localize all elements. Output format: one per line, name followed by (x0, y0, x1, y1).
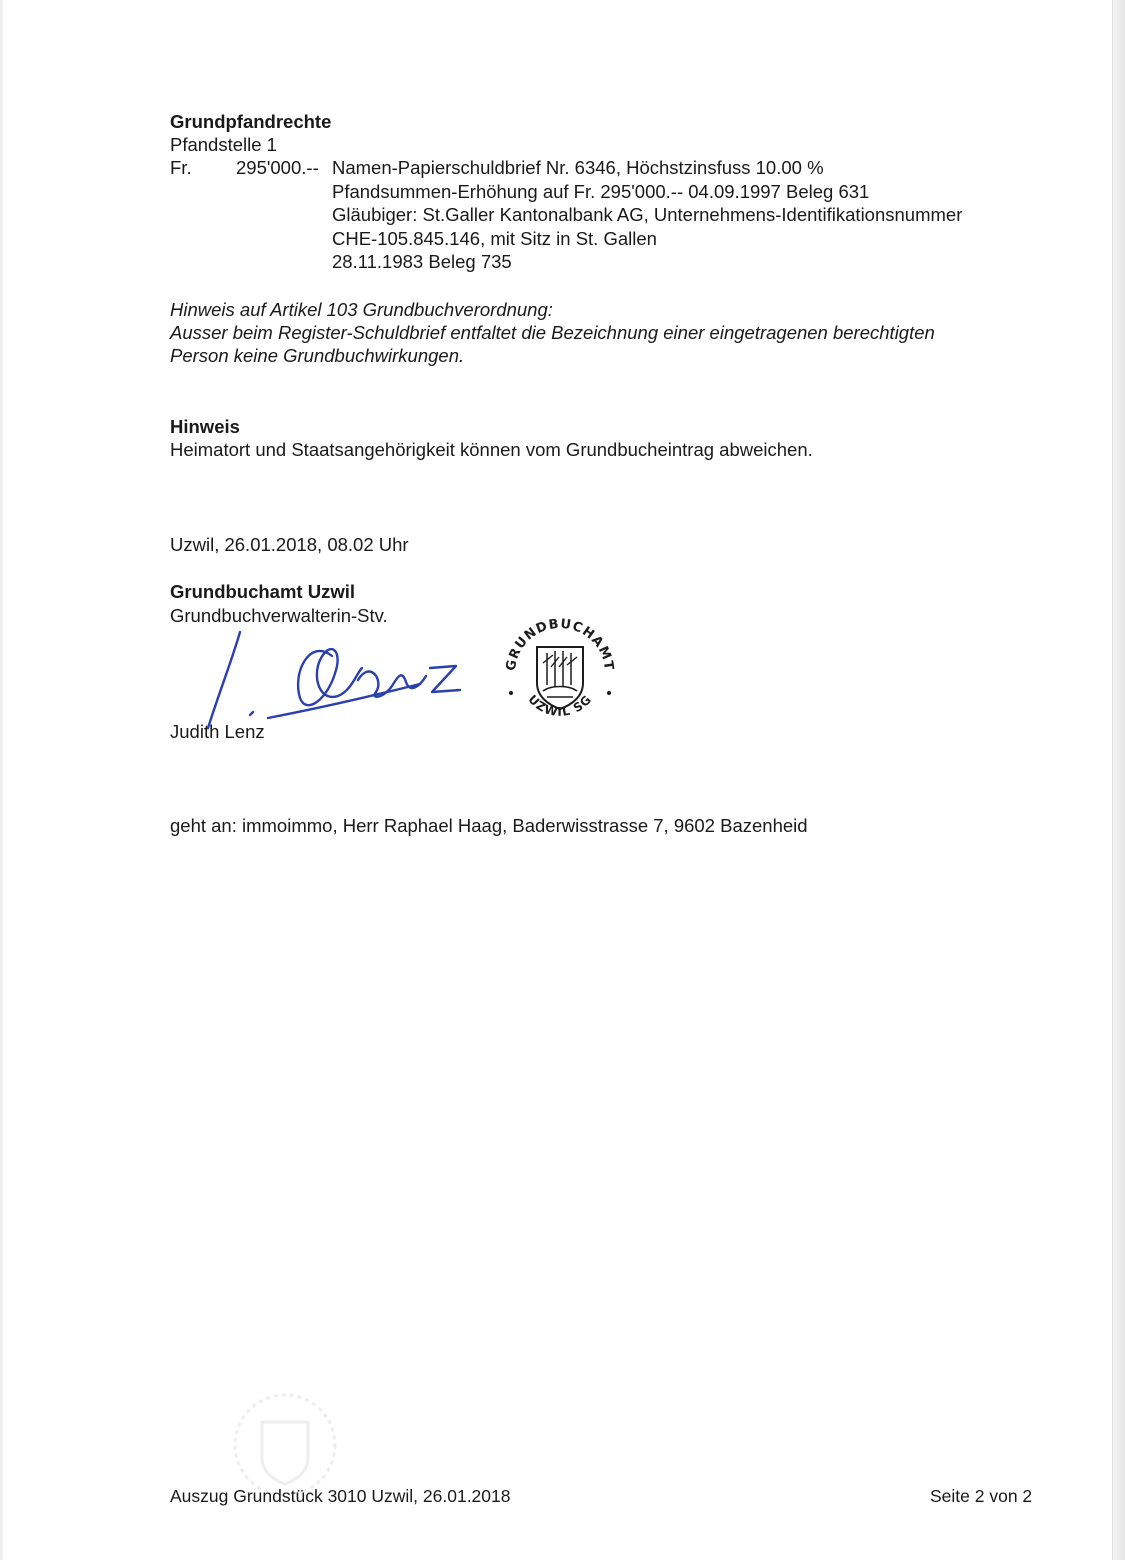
recipient-line: geht an: immoimmo, Herr Raphael Haag, Baderwisstrasse 7, 9602 Bazenheid (170, 815, 808, 836)
page-left-edge (0, 0, 3, 1560)
handwritten-signature-icon (180, 620, 480, 730)
page-right-edge (1112, 0, 1125, 1560)
lien-detail-line: Pfandsummen-Erhöhung auf Fr. 295'000.-- 04.09.1997 Beleg 631 (332, 180, 870, 202)
general-hint-title: Hinweis (170, 416, 240, 437)
lien-detail-line: Namen-Papierschuldbrief Nr. 6346, Höchstzinsfuss 10.00 % (332, 157, 824, 178)
general-hint-text: Heimatort und Staatsangehörigkeit können vom Grundbucheintrag abweichen. (170, 439, 813, 460)
article-hint-text: Ausser beim Register-Schuldbrief entfaltet die Bezeichnung einer eingetragenen berechtigten (170, 322, 935, 343)
lien-detail-line: Gläubiger: St.Galler Kantonalbank AG, Unternehmens-Identifikationsnummer (332, 204, 963, 226)
official-seal-icon (495, 605, 625, 735)
article-hint-title: Hinweis auf Artikel 103 Grundbuchverordnung: (170, 299, 553, 320)
office-name: Grundbuchamt Uzwil (170, 581, 355, 602)
footer-document-reference: Auszug Grundstück 3010 Uzwil, 26.01.2018 (170, 1486, 511, 1506)
lien-details (332, 156, 962, 274)
lien-position-label: Pfandstelle 1 (170, 134, 277, 155)
footer-page-number: Seite 2 von 2 (930, 1486, 1033, 1506)
lien-amount: 295'000.-- (236, 157, 319, 178)
article-hint-text: Person keine Grundbuchwirkungen. (170, 345, 465, 366)
svg-text:GRUNDBUCHAMT (504, 617, 616, 672)
stamp-top-text: GRUNDBUCHAMT (503, 616, 617, 672)
place-date: Uzwil, 26.01.2018, 08.02 Uhr (170, 534, 409, 555)
lien-detail-line: CHE-105.845.146, mit Sitz in St. Gallen (332, 227, 657, 249)
lien-heading: Grundpfandrechte (170, 111, 332, 132)
stamp-bottom-text: UZWIL SG (525, 692, 595, 720)
signer-name: Judith Lenz (170, 721, 265, 742)
lien-currency: Fr. (170, 157, 192, 178)
svg-text:UZWIL SG (525, 692, 594, 719)
lien-detail-line: 28.11.1983 Beleg 735 (332, 251, 512, 273)
office-role: Grundbuchverwalterin-Stv. (170, 605, 388, 626)
